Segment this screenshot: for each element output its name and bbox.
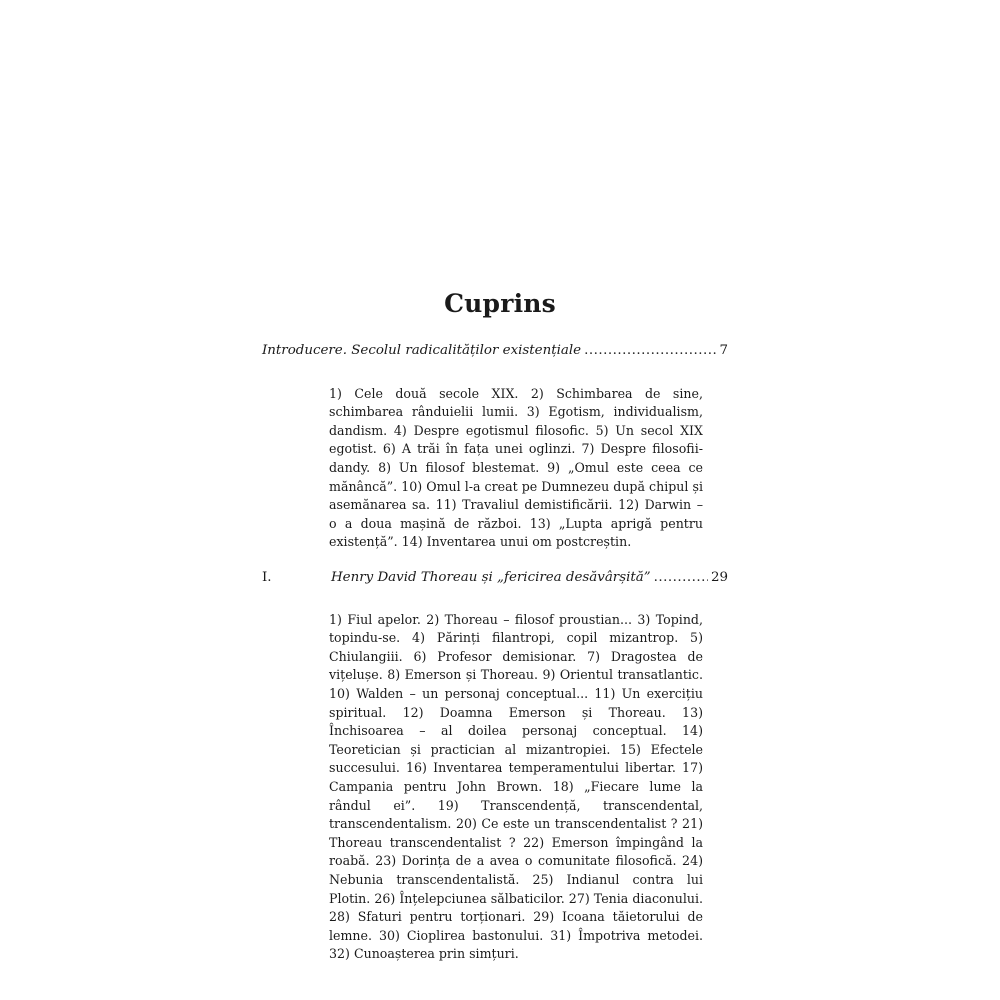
dot-leader [584,343,716,358]
toc-entry-page: 29 [710,570,728,585]
toc-entry-title: Henry David Thoreau și „fericirea desăvârșită” [331,570,651,585]
toc-entry-chapter-1 [262,570,728,585]
toc-entry-summary: 1) Cele două secole XIX. 2) Schimbarea de sine, schimbarea rânduielii lumii. 3) Egotism, individualism, dandism. 4) Despre egotismul filosofic. 5) Un secol XIX egotist. 6) A trăi în fața unei oglinzi. 7) Despre filosofii-dandy. 8) Un filosof blestemat. 9) „Omul este ceea ce mănâncă”. 10) Omul l-a creat pe Dumnezeu după chipul și asemănarea sa. 11) Travaliul demistificării. 12) Darwin – o a doua mașină de război. 13) „Lupta aprigă pentru existență”. 14) Inventarea unui om postcreștin. [329,385,703,550]
toc-entry-number: I. [262,570,272,585]
toc-entry-title: Introducere. Secolul radicalităților existențiale [262,343,582,358]
dot-leader [654,570,708,585]
toc-entry-introduction [262,343,728,358]
page-title: Cuprins [444,288,556,318]
toc-entry-summary: 1) Fiul apelor. 2) Thoreau – filosof proustian... 3) Topind, topindu-se. 4) Părinți filantropi, copil mizantrop. 5) Chiulangiii. 6) Profesor demisionar. 7) Dragostea de vițelușe. 8) Emerson și Thoreau. 9) Orientul transatlantic. 10) Walden – un personaj conceptual... 11) Un exercițiu spiritual. 12) Doamna Emerson și Thoreau. 13) Închisoarea – al doilea personaj conceptual. 14) Teoretician și practician al mizantropiei. 15) Efectele succesului. 16) Inventarea temperamentului libertar. 17) Campania pentru John Brown. 18) „Fiecare lume la rândul ei”. 19) Transcendență, transcendental, transcendentalism. 20) Ce este un transcendentalist ? 21) Thoreau transcendentalist ? 22) Emerson împingând la roabă. 23) Dorința de a avea o comunitate filosofică. 24) Nebunia transcendentalistă. 25) Indianul contra lui Plotin. 26) Înțelepciunea sălbaticilor. 27) Tenia diaconului. 28) Sfaturi pentru torționari. 29) Icoana tăietorului de lemne. 30) Cioplirea bastonului. 31) Împotriva metodei. 32) Cunoașterea prin simțuri. [329,611,703,962]
toc-entry-page: 7 [719,343,728,358]
